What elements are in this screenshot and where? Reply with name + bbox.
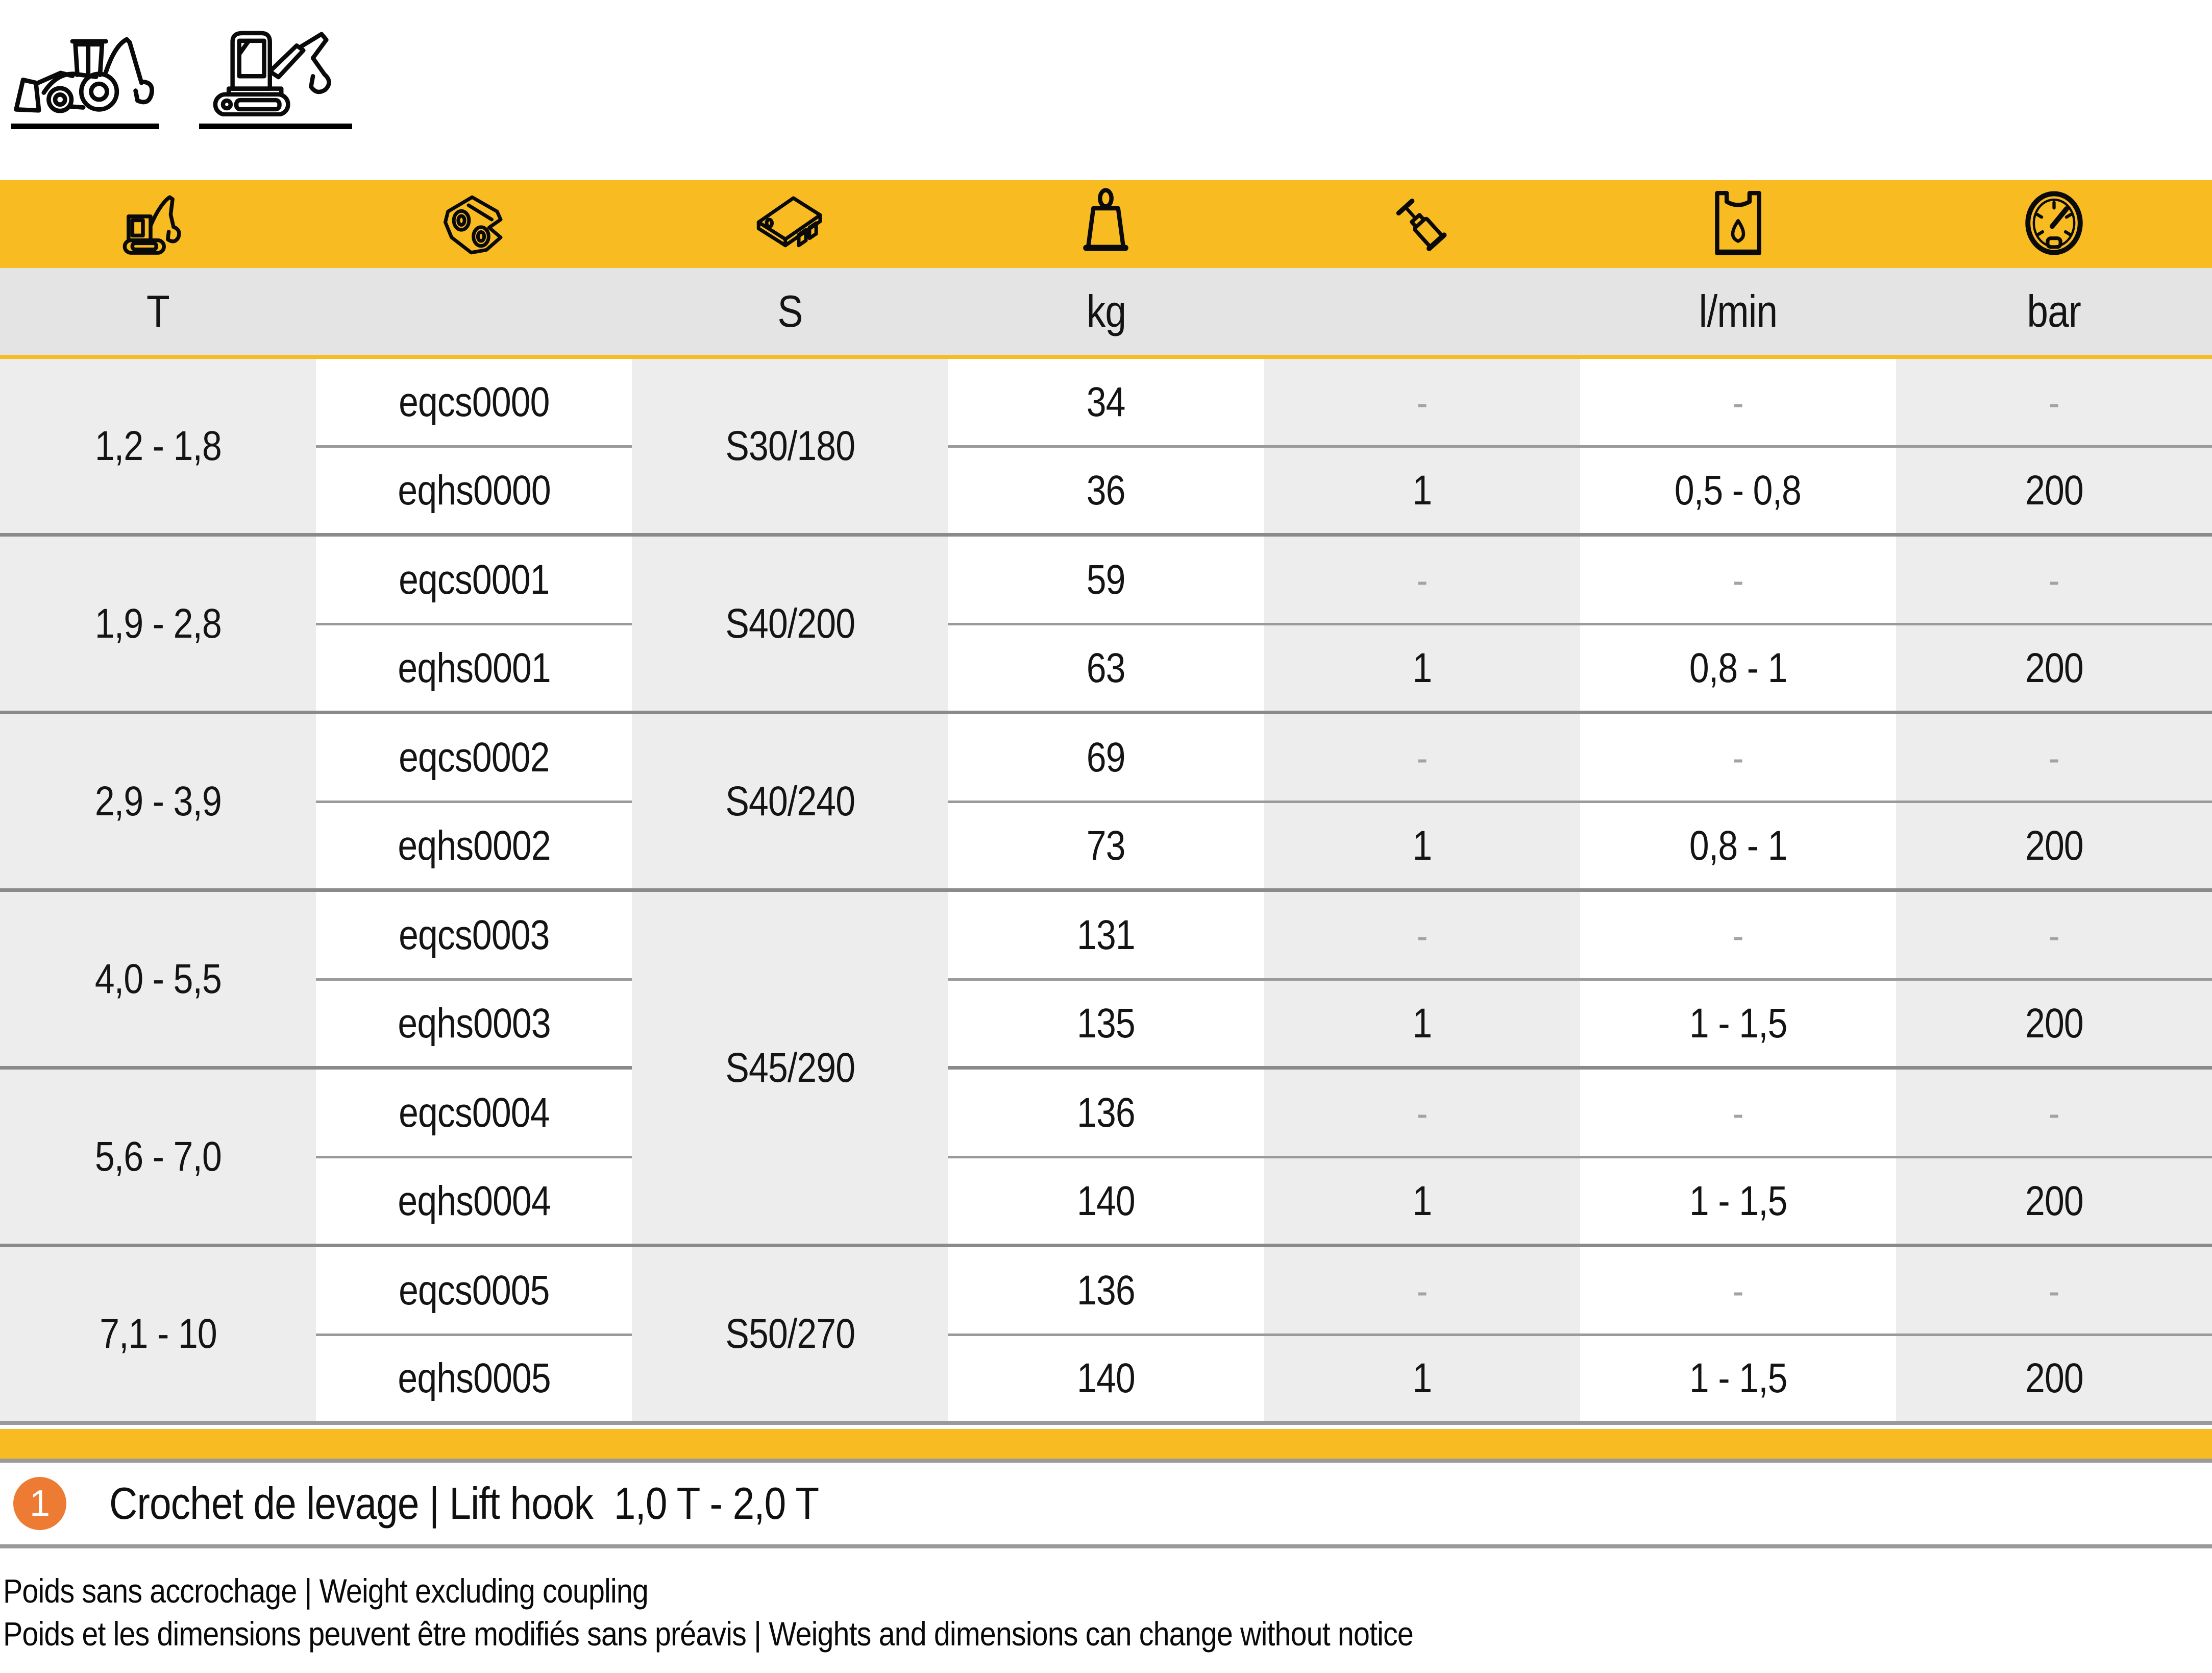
weight-icon [948, 180, 1264, 268]
cell-cylinders: - [1264, 892, 1580, 981]
table-unit-row [0, 268, 2212, 359]
cell-product-code: eqhs0003 [316, 981, 632, 1070]
cell-product-code: eqcs0001 [316, 537, 632, 625]
cell-s-size: S50/270 [632, 1247, 948, 1425]
cell-product-code: eqcs0005 [316, 1247, 632, 1336]
table-row [0, 448, 2212, 537]
cell-weight-kg: 131 [948, 892, 1264, 981]
unit-label-pressure: bar [1896, 268, 2212, 359]
cell-pressure-bar: 200 [1896, 448, 2212, 537]
cell-cylinders: 1 [1264, 981, 1580, 1070]
cell-tonnage-range: 2,9 - 3,9 [0, 714, 316, 892]
cell-cylinders: 1 [1264, 1158, 1580, 1247]
annotation-number-badge [13, 1477, 66, 1530]
cell-tonnage-range: 1,2 - 1,8 [0, 359, 316, 537]
cell-weight-kg: 136 [948, 1247, 1264, 1336]
table-row [0, 625, 2212, 714]
cell-cylinders: 1 [1264, 1336, 1580, 1425]
cell-s-size: S30/180 [632, 359, 948, 537]
table-row [0, 803, 2212, 892]
cell-product-code: eqcs0000 [316, 359, 632, 448]
spec-table [0, 180, 2212, 1425]
table-row [0, 1336, 2212, 1425]
backhoe-underline [11, 124, 159, 129]
cell-flow-lmin: - [1580, 1247, 1896, 1336]
cell-s-size: S45/290 [632, 892, 948, 1247]
cell-pressure-bar: 200 [1896, 625, 2212, 714]
cell-product-code: eqcs0002 [316, 714, 632, 803]
table-row [0, 359, 2212, 448]
cell-product-code: eqhs0005 [316, 1336, 632, 1425]
mini-excavator-underline [199, 124, 352, 129]
cell-cylinders: - [1264, 537, 1580, 625]
cell-weight-kg: 73 [948, 803, 1264, 892]
cell-product-code: eqhs0004 [316, 1158, 632, 1247]
unit-label-code [316, 268, 632, 359]
table-icon-header-row [0, 180, 2212, 268]
machine-type-icons [11, 25, 352, 129]
cell-pressure-bar: - [1896, 359, 2212, 448]
annotation-row [0, 1463, 2212, 1548]
cell-flow-lmin: - [1580, 714, 1896, 803]
quick-coupler-icon [316, 180, 632, 268]
cell-cylinders: 1 [1264, 803, 1580, 892]
cell-weight-kg: 69 [948, 714, 1264, 803]
unit-label-flow: l/min [1580, 268, 1896, 359]
cell-weight-kg: 34 [948, 359, 1264, 448]
cell-product-code: eqcs0004 [316, 1070, 632, 1158]
excavator-icon [0, 180, 316, 268]
table-row [0, 892, 2212, 981]
cell-product-code: eqcs0003 [316, 892, 632, 981]
cell-flow-lmin: 0,8 - 1 [1580, 803, 1896, 892]
cell-pressure-bar: 200 [1896, 803, 2212, 892]
cell-pressure-bar: 200 [1896, 1336, 2212, 1425]
cell-pressure-bar: - [1896, 892, 2212, 981]
cell-weight-kg: 135 [948, 981, 1264, 1070]
cell-pressure-bar: - [1896, 1247, 2212, 1336]
cell-cylinders: 1 [1264, 448, 1580, 537]
footnote-weight-excluding-coupling: Poids sans accrochage | Weight excluding coupling [3, 1572, 648, 1610]
cell-s-size: S40/240 [632, 714, 948, 892]
annotation-text: Crochet de levage | Lift hook 1,0 T - 2,0 T [109, 1478, 819, 1529]
unit-label-weight: kg [948, 268, 1264, 359]
cell-weight-kg: 63 [948, 625, 1264, 714]
cell-flow-lmin: 0,8 - 1 [1580, 625, 1896, 714]
cell-product-code: eqhs0001 [316, 625, 632, 714]
cell-flow-lmin: 1 - 1,5 [1580, 1336, 1896, 1425]
cell-weight-kg: 136 [948, 1070, 1264, 1158]
mini-excavator-icon [199, 25, 352, 129]
hydraulic-cylinder-icon [1264, 180, 1580, 268]
cell-cylinders: 1 [1264, 625, 1580, 714]
cell-tonnage-range: 1,9 - 2,8 [0, 537, 316, 714]
table-row [0, 1070, 2212, 1158]
cell-flow-lmin: 0,5 - 0,8 [1580, 448, 1896, 537]
table-row [0, 714, 2212, 803]
cell-pressure-bar: - [1896, 1070, 2212, 1158]
cell-pressure-bar: - [1896, 537, 2212, 625]
cell-weight-kg: 140 [948, 1158, 1264, 1247]
table-row [0, 537, 2212, 625]
table-row [0, 1158, 2212, 1247]
annotation-number: 1 [29, 1483, 51, 1524]
unit-label-cylinders [1264, 268, 1580, 359]
cell-pressure-bar: 200 [1896, 1158, 2212, 1247]
cell-product-code: eqhs0000 [316, 448, 632, 537]
cell-pressure-bar: - [1896, 714, 2212, 803]
cell-s-size: S40/200 [632, 537, 948, 714]
oil-flow-icon [1580, 180, 1896, 268]
cell-flow-lmin: - [1580, 1070, 1896, 1158]
cell-flow-lmin: 1 - 1,5 [1580, 981, 1896, 1070]
cell-cylinders: - [1264, 714, 1580, 803]
table-bottom-accent-bar [0, 1429, 2212, 1463]
cell-weight-kg: 59 [948, 537, 1264, 625]
cell-tonnage-range: 5,6 - 7,0 [0, 1070, 316, 1247]
cell-product-code: eqhs0002 [316, 803, 632, 892]
pressure-gauge-icon [1896, 180, 2212, 268]
adapter-plate-icon [632, 180, 948, 268]
cell-cylinders: - [1264, 1247, 1580, 1336]
cell-pressure-bar: 200 [1896, 981, 2212, 1070]
cell-flow-lmin: 1 - 1,5 [1580, 1158, 1896, 1247]
cell-tonnage-range: 4,0 - 5,5 [0, 892, 316, 1070]
cell-flow-lmin: - [1580, 537, 1896, 625]
table-row [0, 1247, 2212, 1336]
cell-cylinders: - [1264, 1070, 1580, 1158]
cell-weight-kg: 140 [948, 1336, 1264, 1425]
cell-cylinders: - [1264, 359, 1580, 448]
cell-weight-kg: 36 [948, 448, 1264, 537]
unit-label-tonnage: T [0, 268, 316, 359]
table-row [0, 981, 2212, 1070]
cell-tonnage-range: 7,1 - 10 [0, 1247, 316, 1425]
footnote-dimensions-disclaimer: Poids et les dimensions peuvent être modifiés sans préavis | Weights and dimensions can change without notice [3, 1615, 1413, 1653]
cell-flow-lmin: - [1580, 892, 1896, 981]
unit-label-s-size: S [632, 268, 948, 359]
backhoe-loader-icon [11, 25, 159, 129]
cell-flow-lmin: - [1580, 359, 1896, 448]
